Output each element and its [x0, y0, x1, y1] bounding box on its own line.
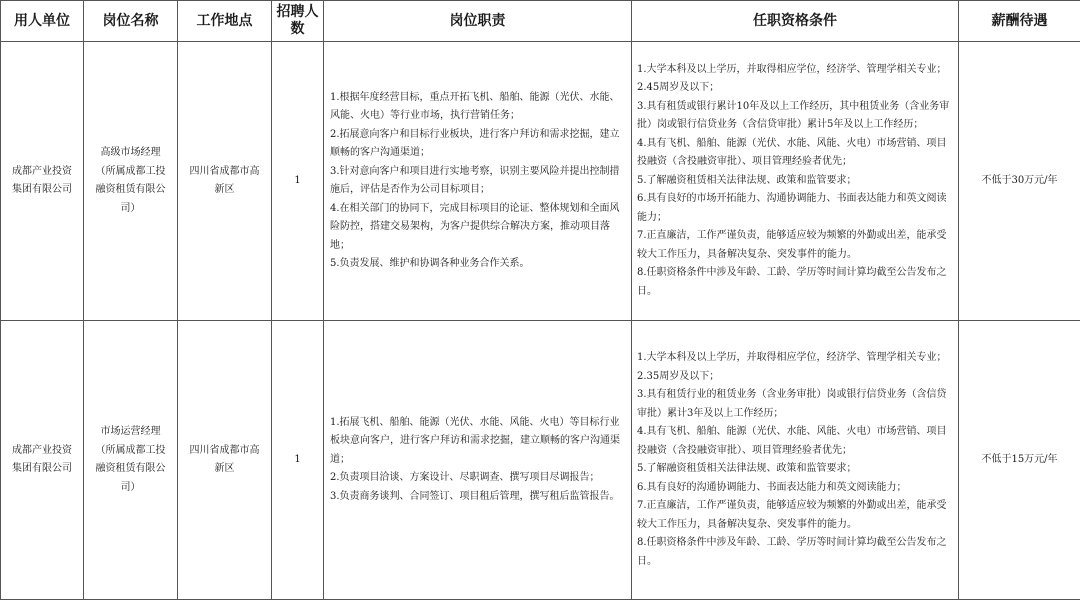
requirement-item: 3.具有租赁行业的租赁业务（含业务审批）岗或银行信贷业务（含信贷审批）累计3年及以上工作经历；	[637, 389, 947, 419]
duty-item: 3.针对意向客户和项目进行实地考察，识别主要风险并提出控制措施后，评估是否作为公司目标项目；	[330, 165, 620, 195]
requirement-item: 7.正直廉洁，工作严谨负责，能够适应较为频繁的外勤或出差，能承受较大工作压力，具备解决复杂、突发事件的能力。	[637, 230, 947, 260]
requirement-item: 5.了解融资租赁相关法律法规、政策和监管要求；	[637, 463, 857, 474]
duties-cell	[324, 321, 632, 600]
position-cell: 高级市场经理（所属成都工投融资租赁有限公司）	[84, 42, 178, 321]
table-row	[1, 321, 1080, 600]
duties-cell	[324, 42, 632, 321]
header-duties: 岗位职责	[324, 1, 632, 42]
header-requirements: 任职资格条件	[632, 1, 959, 42]
requirements-cell	[632, 42, 959, 321]
requirement-item: 2.35周岁及以下；	[637, 370, 720, 382]
header-count: 招聘人数	[272, 1, 324, 42]
count-cell: 1	[272, 321, 324, 600]
requirements-cell	[632, 321, 959, 600]
requirement-item: 6.具有良好的市场开拓能力、沟通协调能力、书面表达能力和英文阅读能力；	[637, 193, 947, 223]
requirement-item: 8.任职资格条件中涉及年龄、工龄、学历等时间计算均截至公告发布之日。	[637, 267, 947, 297]
count-cell: 1	[272, 42, 324, 321]
requirement-item: 1.大学本科及以上学历，并取得相应学位，经济学、管理学相关专业；	[637, 63, 947, 75]
duty-item: 2.负责项目洽谈、方案设计、尽职调查、撰写项目尽调报告；	[330, 472, 600, 484]
requirement-item: 1.大学本科及以上学历，并取得相应学位，经济学、管理学相关专业；	[637, 352, 947, 363]
requirement-item: 8.任职资格条件中涉及年龄、工龄、学历等时间计算均截至公告发布之日。	[637, 537, 947, 567]
duty-item: 5.负责发展、维护和协调各种业务合作关系。	[330, 258, 530, 269]
requirement-item: 5.了解融资租赁相关法律法规、政策和监管要求；	[637, 174, 857, 186]
requirement-item: 2.45周岁及以下；	[637, 82, 720, 94]
header-position: 岗位名称	[84, 1, 178, 42]
requirement-item: 6.具有良好的沟通协调能力、书面表达能力和英文阅读能力；	[637, 481, 907, 493]
header-employer: 用人单位	[1, 1, 84, 42]
duty-item: 1.拓展飞机、船舶、能源（光伏、水能、风能、火电）等目标行业板块意向客户，进行客户拜访和需求挖掘，建立顺畅的客户沟通渠道；	[330, 416, 620, 465]
requirement-item: 7.正直廉洁，工作严谨负责，能够适应较为频繁的外勤或出差，能承受较大工作压力，具备解决复杂、突发事件的能力。	[637, 500, 947, 530]
duty-item: 2.拓展意向客户和目标行业板块，进行客户拜访和需求挖掘，建立顺畅的客户沟通渠道；	[330, 128, 620, 158]
requirement-item: 3.具有租赁或银行累计10年及以上工作经历，其中租赁业务（含业务审批）岗或银行信贷业务（含信贷审批）累计5年及以上工作经历；	[637, 100, 950, 131]
table-row	[1, 42, 1080, 321]
employer-cell: 成都产业投资集团有限公司	[1, 42, 84, 321]
location-cell: 四川省成都市高新区	[178, 321, 272, 600]
header-salary: 薪酬待遇	[959, 1, 1080, 42]
duty-item: 3.负责商务谈判、合同签订、项目租后管理，撰写租后监管报告。	[330, 490, 620, 502]
requirement-item: 4.具有飞机、船舶、能源（光伏、水能、风能、火电）市场营销、项目投融资（含投融资审批）、项目管理经验者优先；	[637, 137, 947, 168]
header-row	[1, 1, 1080, 42]
location-cell: 四川省成都市高新区	[178, 42, 272, 321]
requirement-item: 4.具有飞机、船舶、能源（光伏、水能、风能、火电）市场营销、项目投融资（含投融资审批）、项目管理经验者优先；	[637, 426, 947, 456]
header-location: 工作地点	[178, 1, 272, 42]
salary-cell: 不低于15万元/年	[959, 321, 1080, 600]
employer-cell: 成都产业投资集团有限公司	[1, 321, 84, 600]
duty-item: 4.在相关部门的协同下，完成目标项目的论证、整体规划和全面风险防控，搭建交易架构，为客户提供综合解决方案，推动项目落地；	[330, 202, 620, 251]
salary-cell: 不低于30万元/年	[959, 42, 1080, 321]
position-cell: 市场运营经理（所属成都工投融资租赁有限公司）	[84, 321, 178, 600]
duty-item: 1.根据年度经营目标，重点开拓飞机、船舶、能源（光伏、水能、风能、火电）等行业市场，执行营销任务；	[330, 91, 620, 121]
